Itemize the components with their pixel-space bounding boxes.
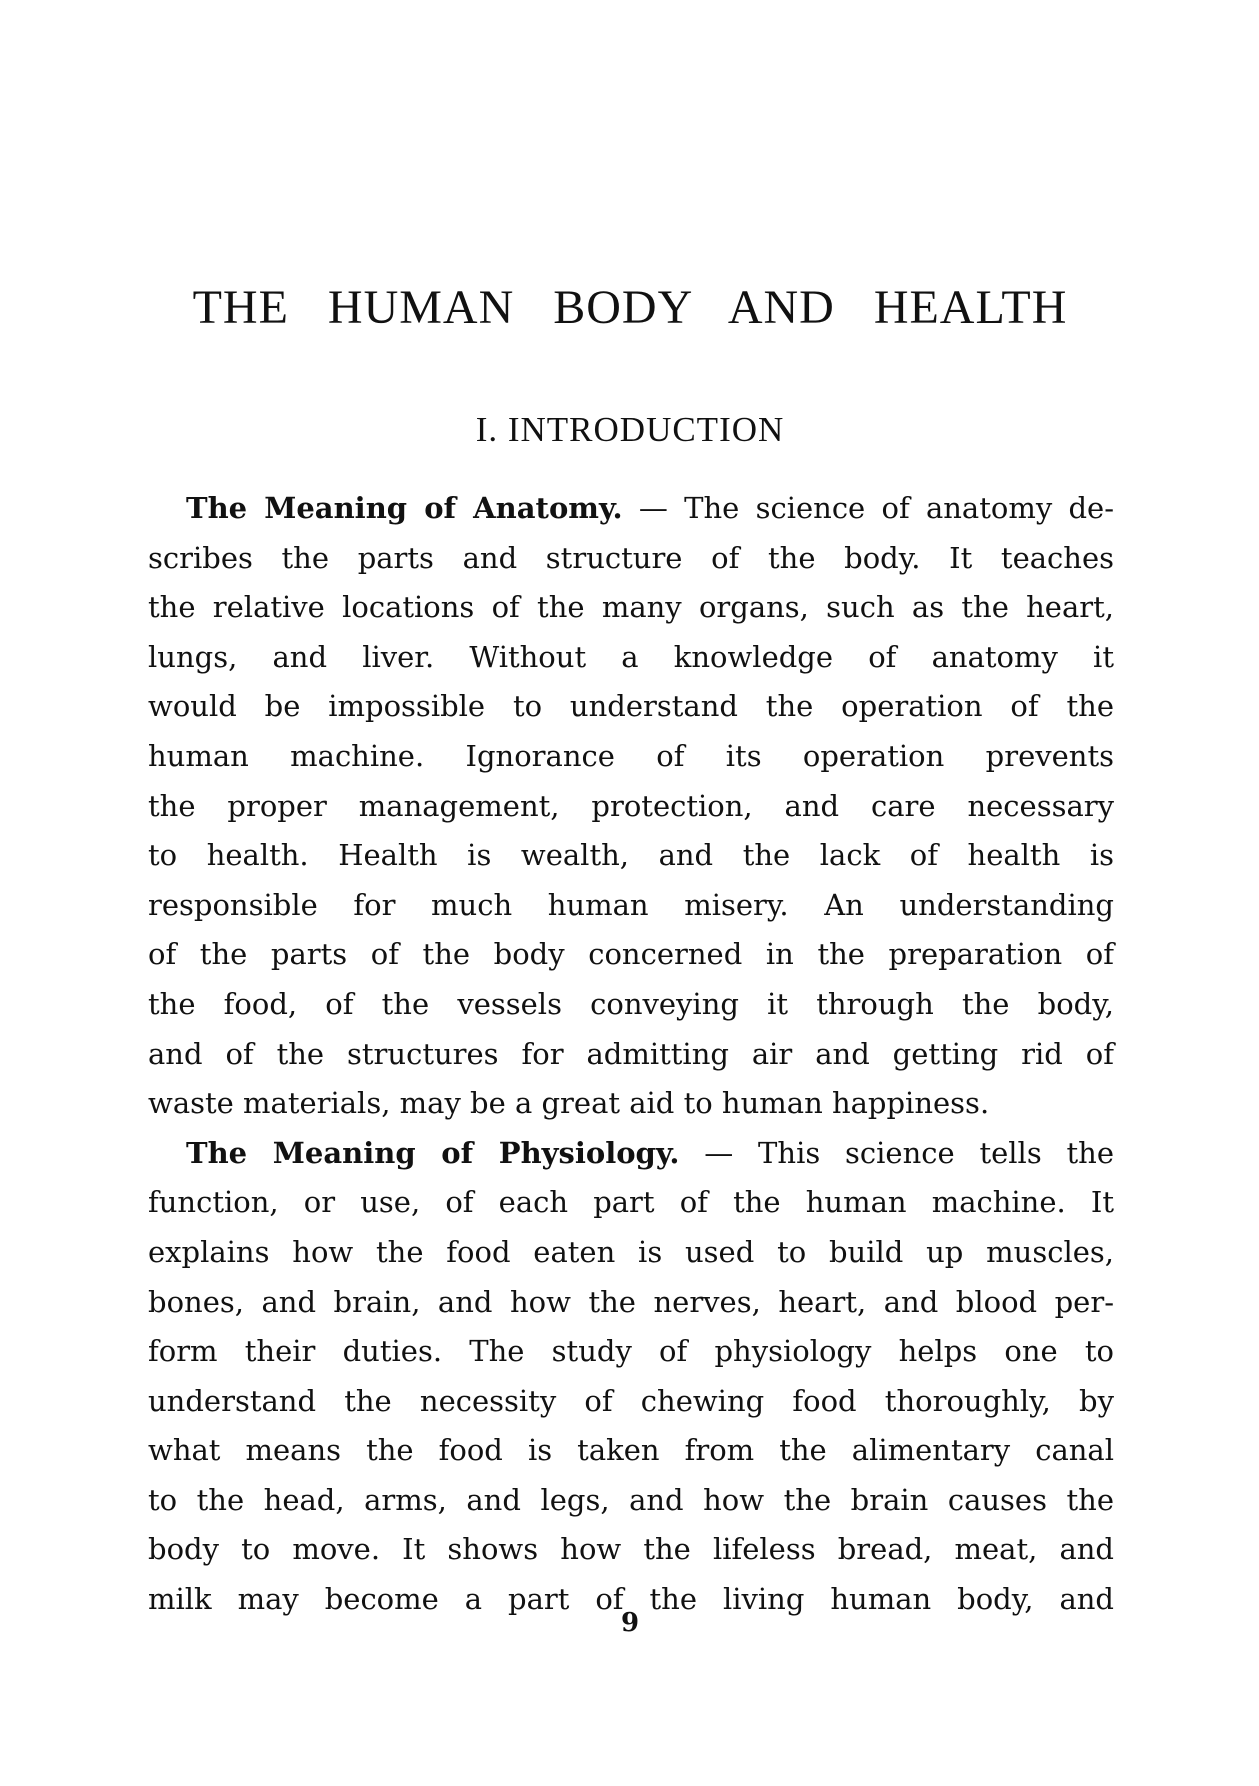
section-heading-anatomy: The Meaning of Anatomy. xyxy=(186,491,623,525)
text-line: the food, of the vessels conveying it through the body, xyxy=(148,986,1114,1021)
page-number: 9 xyxy=(620,1608,640,1638)
text-line: to the head, arms, and legs, and how the brain causes the xyxy=(148,1482,1114,1517)
text-line: scribes the parts and structure of the body. It teaches xyxy=(148,540,1114,575)
book-title: THE HUMAN BODY AND HEALTH xyxy=(192,281,1068,334)
text-line: understand the necessity of chewing food thoroughly, by xyxy=(148,1383,1114,1418)
text-line: the relative locations of the many organs, such as the heart, xyxy=(148,590,1114,625)
text-line: what means the food is taken from the alimentary canal xyxy=(148,1433,1114,1468)
chapter-title: I. INTRODUCTION xyxy=(475,410,785,449)
text-line: milk may become a part of the living human body, and xyxy=(148,1582,1114,1617)
text-line: would be impossible to understand the operation of the xyxy=(148,689,1114,724)
text-line: form their duties. The study of physiology helps one to xyxy=(148,1334,1114,1369)
text-line xyxy=(148,1129,1114,1179)
text-line: function, or use, of each part of the human machine. It xyxy=(148,1185,1114,1220)
text-line: bones, and brain, and how the nerves, heart, and blood per- xyxy=(148,1284,1114,1319)
text-line: responsible for much human misery. An understanding xyxy=(148,887,1114,922)
text-line: explains how the food eaten is used to build up muscles, xyxy=(148,1234,1114,1269)
line-text: — This science tells the xyxy=(679,1135,1114,1170)
text-line xyxy=(148,484,1114,534)
text-line: lungs, and liver. Without a knowledge of anatomy it xyxy=(148,639,1114,674)
text-line: waste materials, may be a great aid to human happiness. xyxy=(148,1086,990,1121)
text-line: and of the structures for admitting air and getting rid of xyxy=(148,1036,1114,1071)
section-heading-physiology: The Meaning of Physiology. xyxy=(186,1135,680,1170)
paragraph-anatomy xyxy=(148,484,1114,1129)
text-line: the proper management, protection, and care necessary xyxy=(148,788,1114,823)
body-text xyxy=(148,484,1114,1625)
text-line: of the parts of the body concerned in the preparation of xyxy=(148,937,1114,972)
text-line: to health. Health is wealth, and the lack of health is xyxy=(148,838,1114,873)
paragraph-physiology xyxy=(148,1129,1114,1625)
text-line: human machine. Ignorance of its operation prevents xyxy=(148,738,1114,773)
text-line: body to move. It shows how the lifeless bread, meat, and xyxy=(148,1532,1114,1567)
line-text: — The science of anatomy de- xyxy=(622,491,1114,525)
